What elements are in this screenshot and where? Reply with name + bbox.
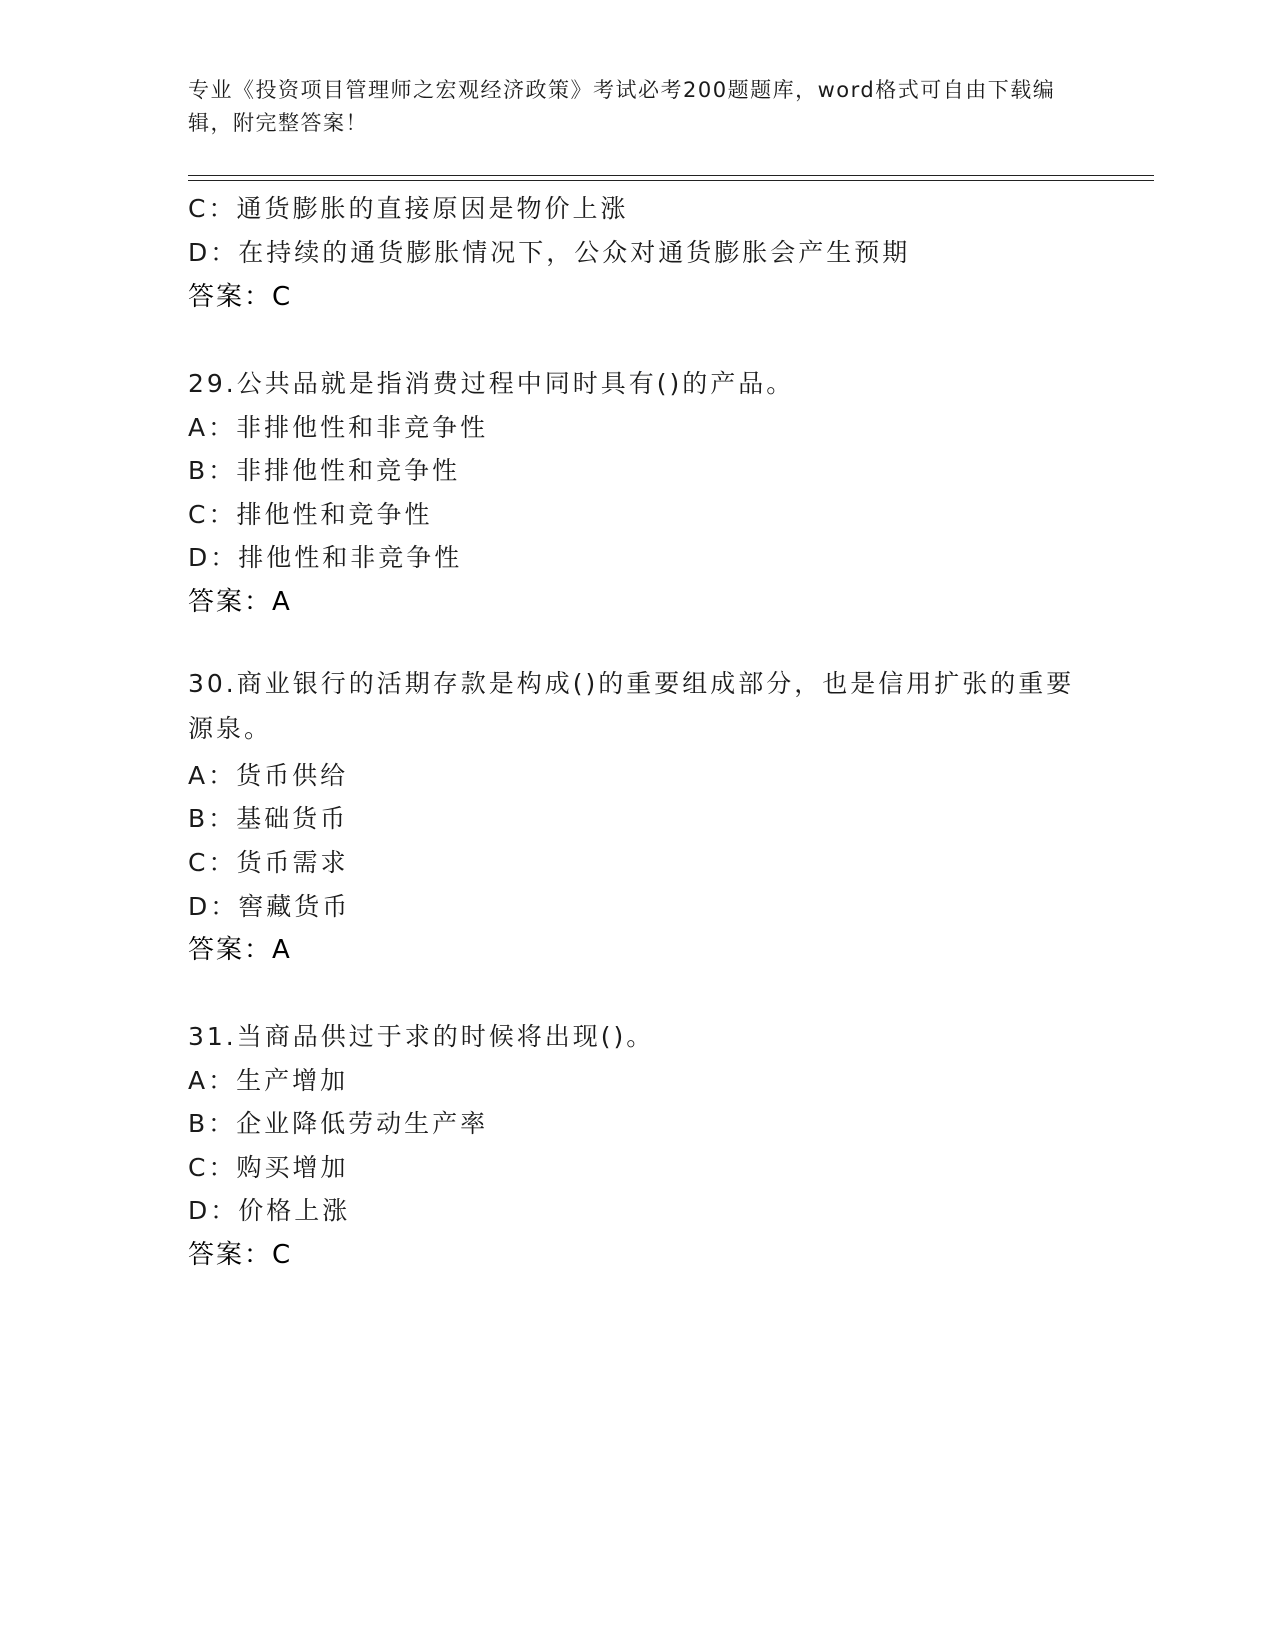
question-31-option-c: C：购买增加 bbox=[188, 1153, 349, 1182]
question-31-answer: 答案：C bbox=[188, 1240, 293, 1270]
question-29-option-d: D：排他性和非竞争性 bbox=[188, 543, 463, 572]
question-29-answer: 答案：A bbox=[188, 587, 292, 617]
question-29-option-b: B：非排他性和竞争性 bbox=[188, 456, 461, 485]
question-31-stem: 31.当商品供过于求的时候将出现()。 bbox=[188, 1022, 655, 1051]
answer-line: 答案：C bbox=[188, 282, 293, 312]
document-header: 专业《投资项目管理师之宏观经济政策》考试必考200题题库，word格式可自由下载编辑，附完整答案！ bbox=[188, 78, 1056, 135]
option-c: C：通货膨胀的直接原因是物价上涨 bbox=[188, 194, 629, 223]
question-30-option-d: D：窖藏货币 bbox=[188, 892, 351, 921]
question-29-option-c: C：排他性和竞争性 bbox=[188, 500, 433, 529]
question-29-stem: 29.公共品就是指消费过程中同时具有()的产品。 bbox=[188, 369, 795, 398]
question-30-option-a: A：货币供给 bbox=[188, 761, 349, 790]
header-divider-top bbox=[188, 175, 1154, 176]
question-30-option-b: B：基础货币 bbox=[188, 804, 349, 833]
header-divider-bottom bbox=[188, 180, 1154, 181]
question-31-option-b: B：企业降低劳动生产率 bbox=[188, 1109, 489, 1138]
question-30-option-c: C：货币需求 bbox=[188, 848, 349, 877]
question-31-option-a: A：生产增加 bbox=[188, 1066, 349, 1095]
question-31-option-d: D：价格上涨 bbox=[188, 1196, 351, 1225]
question-30-stem: 30.商业银行的活期存款是构成()的重要组成部分，也是信用扩张的重要源泉。 bbox=[188, 669, 1075, 743]
option-d: D：在持续的通货膨胀情况下，公众对通货膨胀会产生预期 bbox=[188, 238, 911, 267]
question-30-answer: 答案：A bbox=[188, 935, 292, 965]
question-29-option-a: A：非排他性和非竞争性 bbox=[188, 413, 489, 442]
